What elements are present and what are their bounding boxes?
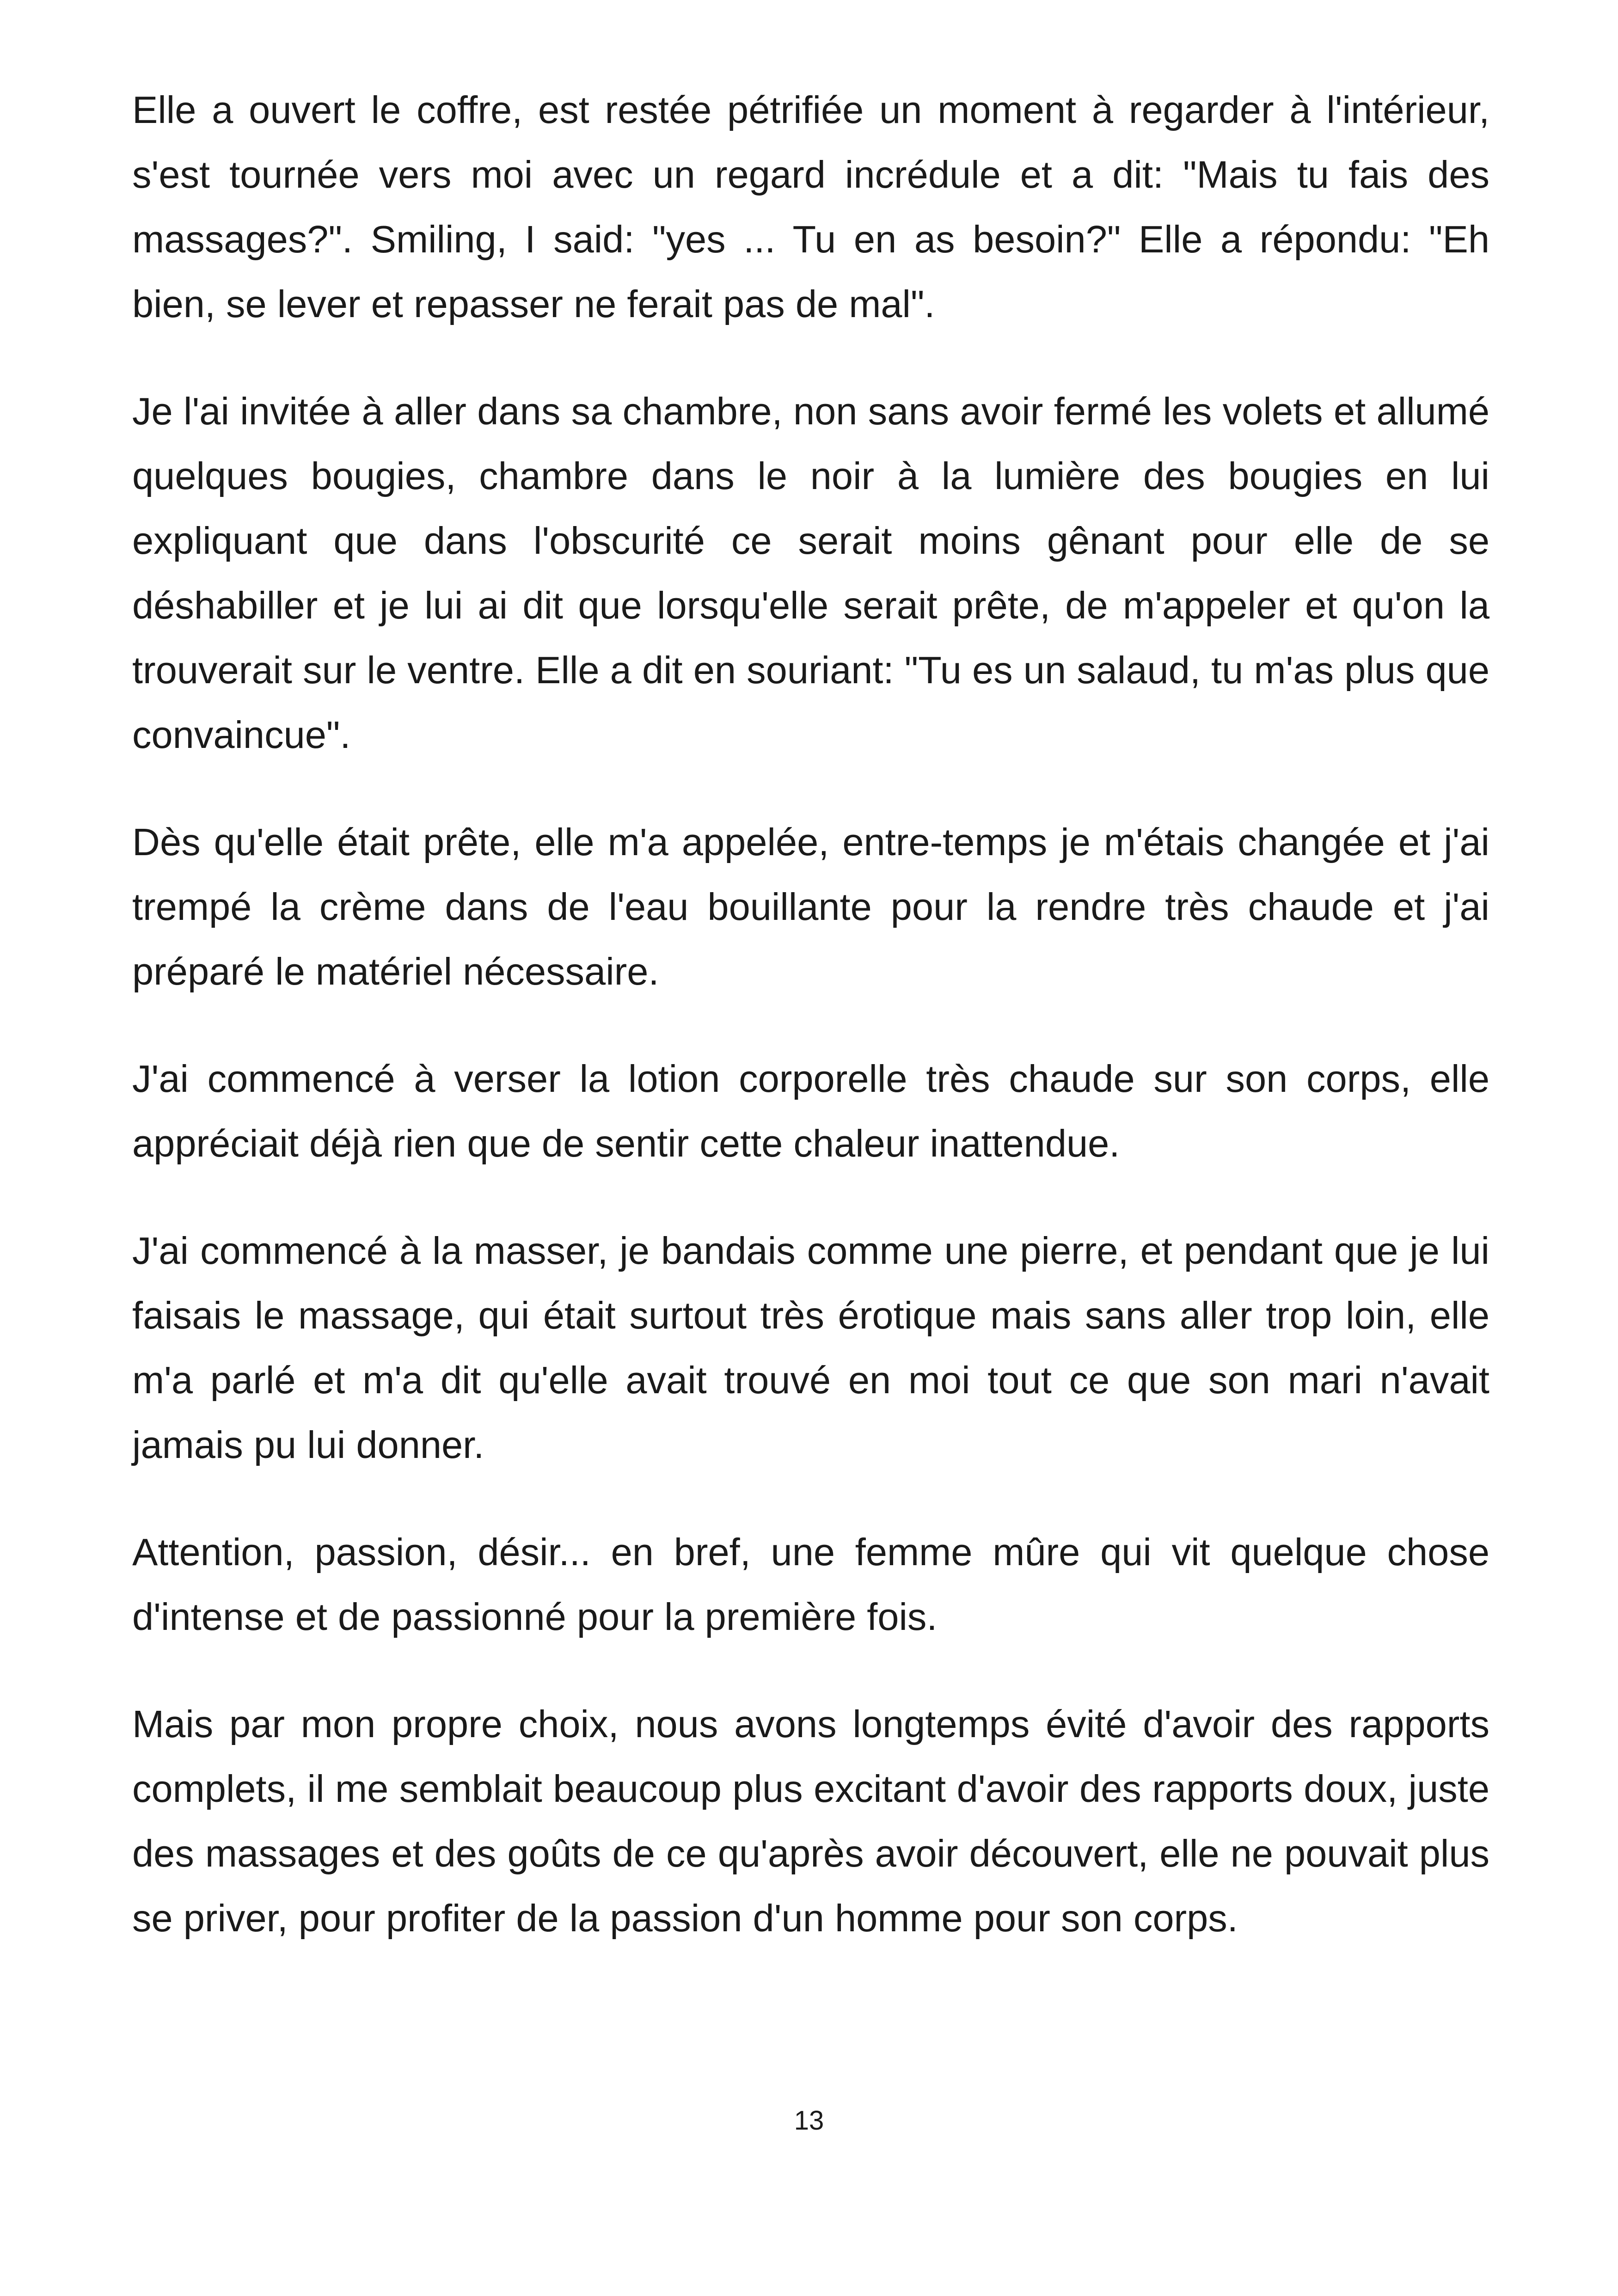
paragraph-5: J'ai commencé à la masser, je bandais comme une pierre, et pendant que je lui faisais le massage, qui était surtout très érotique mais sans aller trop loin, elle m'a parlé et m'a dit qu'elle avait trouvé en moi tout ce que son mari n'avait jamais pu lui donner. xyxy=(132,1229,1489,1466)
paragraph-7: Mais par mon propre choix, nous avons longtemps évité d'avoir des rapports complets, il me semblait beaucoup plus excitant d'avoir des rapports doux, juste des massages et des goûts de ce qu'après avoir découvert, elle ne pouvait plus se priver, pour profiter de la passion d'un homme pour son corps. xyxy=(132,1702,1489,1940)
paragraph-6: Attention, passion, désir... en bref, une femme mûre qui vit quelque chose d'intense et de passionné pour la première fois. xyxy=(132,1531,1489,1638)
body-text xyxy=(132,78,1489,1951)
page-number: 13 xyxy=(794,2106,824,2136)
paragraph-3: Dès qu'elle était prête, elle m'a appelée, entre-temps je m'étais changée et j'ai trempé la crème dans de l'eau bouillante pour la rendre très chaude et j'ai préparé le matériel nécessaire. xyxy=(132,820,1489,993)
paragraph-1: Elle a ouvert le coffre, est restée pétrifiée un moment à regarder à l'intérieur, s'est tournée vers moi avec un regard incrédule et a dit: "Mais tu fais des massages?". Smiling, I said: "yes ... Tu en as besoin?" Elle a répondu: "Eh bien, se lever et repasser ne ferait pas de mal". xyxy=(132,88,1489,325)
paragraph-2: Je l'ai invitée à aller dans sa chambre, non sans avoir fermé les volets et allumé quelques bougies, chambre dans le noir à la lumière des bougies en lui expliquant que dans l'obscurité ce serait moins gênant pour elle de se déshabiller et je lui ai dit que lorsqu'elle serait prête, de m'appeler et qu'on la trouverait sur le ventre. Elle a dit en souriant: "Tu es un salaud, tu m'as plus que convaincue". xyxy=(132,390,1489,756)
paragraph-4: J'ai commencé à verser la lotion corporelle très chaude sur son corps, elle appréciait déjà rien que de sentir cette chaleur inattendue. xyxy=(132,1057,1489,1165)
